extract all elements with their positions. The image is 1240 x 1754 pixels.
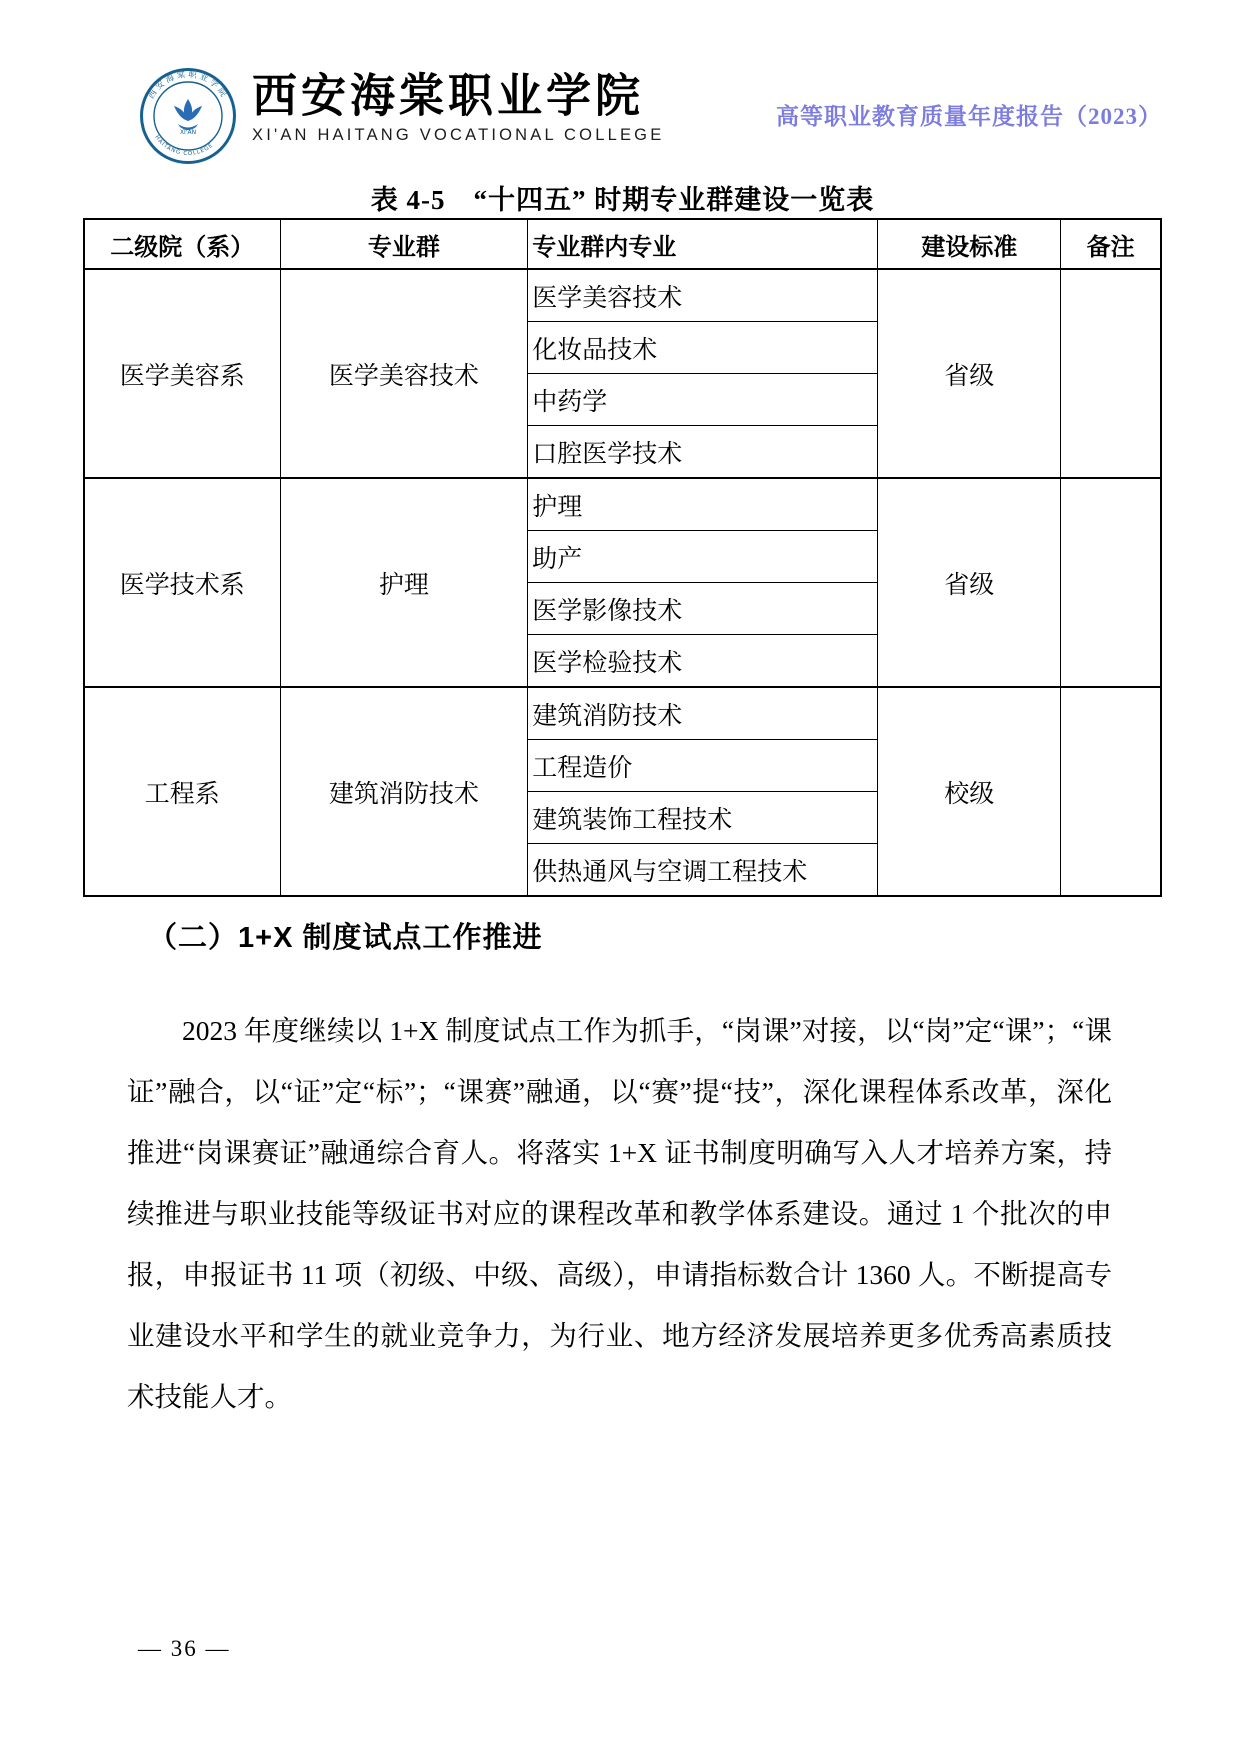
table-row	[84, 687, 1161, 740]
col-header-remark: 备注	[1061, 219, 1161, 269]
major-cell: 口腔医学技术	[528, 426, 878, 479]
college-seal-logo	[138, 66, 238, 166]
college-name-en: XI'AN HAITANG VOCATIONAL COLLEGE	[252, 126, 665, 144]
remark-cell	[1061, 687, 1161, 896]
college-seal-icon	[138, 66, 238, 166]
cluster-table-head	[84, 219, 1161, 269]
table-row	[84, 478, 1161, 531]
haitang-flower-emblem-icon	[174, 99, 202, 130]
major-cell: 医学美容技术	[528, 269, 878, 322]
standard-cell: 省级	[878, 269, 1061, 478]
table-caption: 表 4-5 “十四五” 时期专业群建设一览表	[370, 185, 875, 215]
col-header-majors: 专业群内专业	[528, 219, 878, 269]
cluster-cell: 建筑消防技术	[280, 687, 528, 896]
major-cell: 供热通风与空调工程技术	[528, 844, 878, 897]
remark-cell	[1061, 269, 1161, 478]
cluster-cell: 医学美容技术	[280, 269, 528, 478]
major-cell: 化妆品技术	[528, 322, 878, 374]
report-title: 高等职业教育质量年度报告（2023）	[776, 104, 1162, 129]
college-name-cn: 西安海棠职业学院	[252, 68, 645, 123]
body-paragraph: 2023 年度继续以 1+X 制度试点工作为抓手，“岗课”对接，以“岗”定“课”；“课证”融合，以“证”定“标”；“课赛”融通，以“赛”提“技”，深化课程体系改革，深化推进“岗课赛证”融通综合育人。将落实 1+X 证书制度明确写入人才培养方案，持续推进与职业技能等级证书对应的课程改革和教学体系建设。通过 1 个批次的申报，申报证书 11 项（初级、中级、高级），申请指标数合计 1360 人。不断提高专业建设水平和学生的就业竞争力，为行业、地方经济发展培养更多优秀高素质技术技能人才。	[127, 1015, 1112, 1412]
standard-cell: 省级	[878, 478, 1061, 687]
major-cell: 建筑装饰工程技术	[528, 792, 878, 844]
major-cell: 医学影像技术	[528, 583, 878, 635]
col-header-cluster: 专业群	[280, 219, 528, 269]
table-row	[84, 269, 1161, 322]
svg-text:HAITANG COLLEGE: HAITANG COLLEGE	[153, 134, 215, 158]
cluster-table-body	[84, 269, 1161, 896]
major-cell: 中药学	[528, 374, 878, 426]
department-cell: 医学技术系	[84, 478, 280, 687]
col-header-department: 二级院（系）	[84, 219, 280, 269]
cluster-table	[83, 218, 1162, 897]
remark-cell	[1061, 478, 1161, 687]
svg-text:XI'AN: XI'AN	[179, 129, 197, 136]
svg-text:西安海棠职业学院: 西安海棠职业学院	[146, 69, 230, 101]
college-name-block	[252, 70, 672, 145]
major-cell: 建筑消防技术	[528, 687, 878, 740]
major-cell: 医学检验技术	[528, 635, 878, 688]
section-heading: （二）1+X 制度试点工作推进	[148, 922, 543, 954]
major-cell: 助产	[528, 531, 878, 583]
col-header-standard: 建设标准	[878, 219, 1061, 269]
page-header	[0, 0, 1240, 170]
table-header-row	[84, 219, 1161, 269]
major-cell: 护理	[528, 478, 878, 531]
major-cell: 工程造价	[528, 740, 878, 792]
department-cell: 工程系	[84, 687, 280, 896]
standard-cell: 校级	[878, 687, 1061, 896]
page-number: — 36 —	[138, 1636, 231, 1661]
department-cell: 医学美容系	[84, 269, 280, 478]
cluster-cell: 护理	[280, 478, 528, 687]
